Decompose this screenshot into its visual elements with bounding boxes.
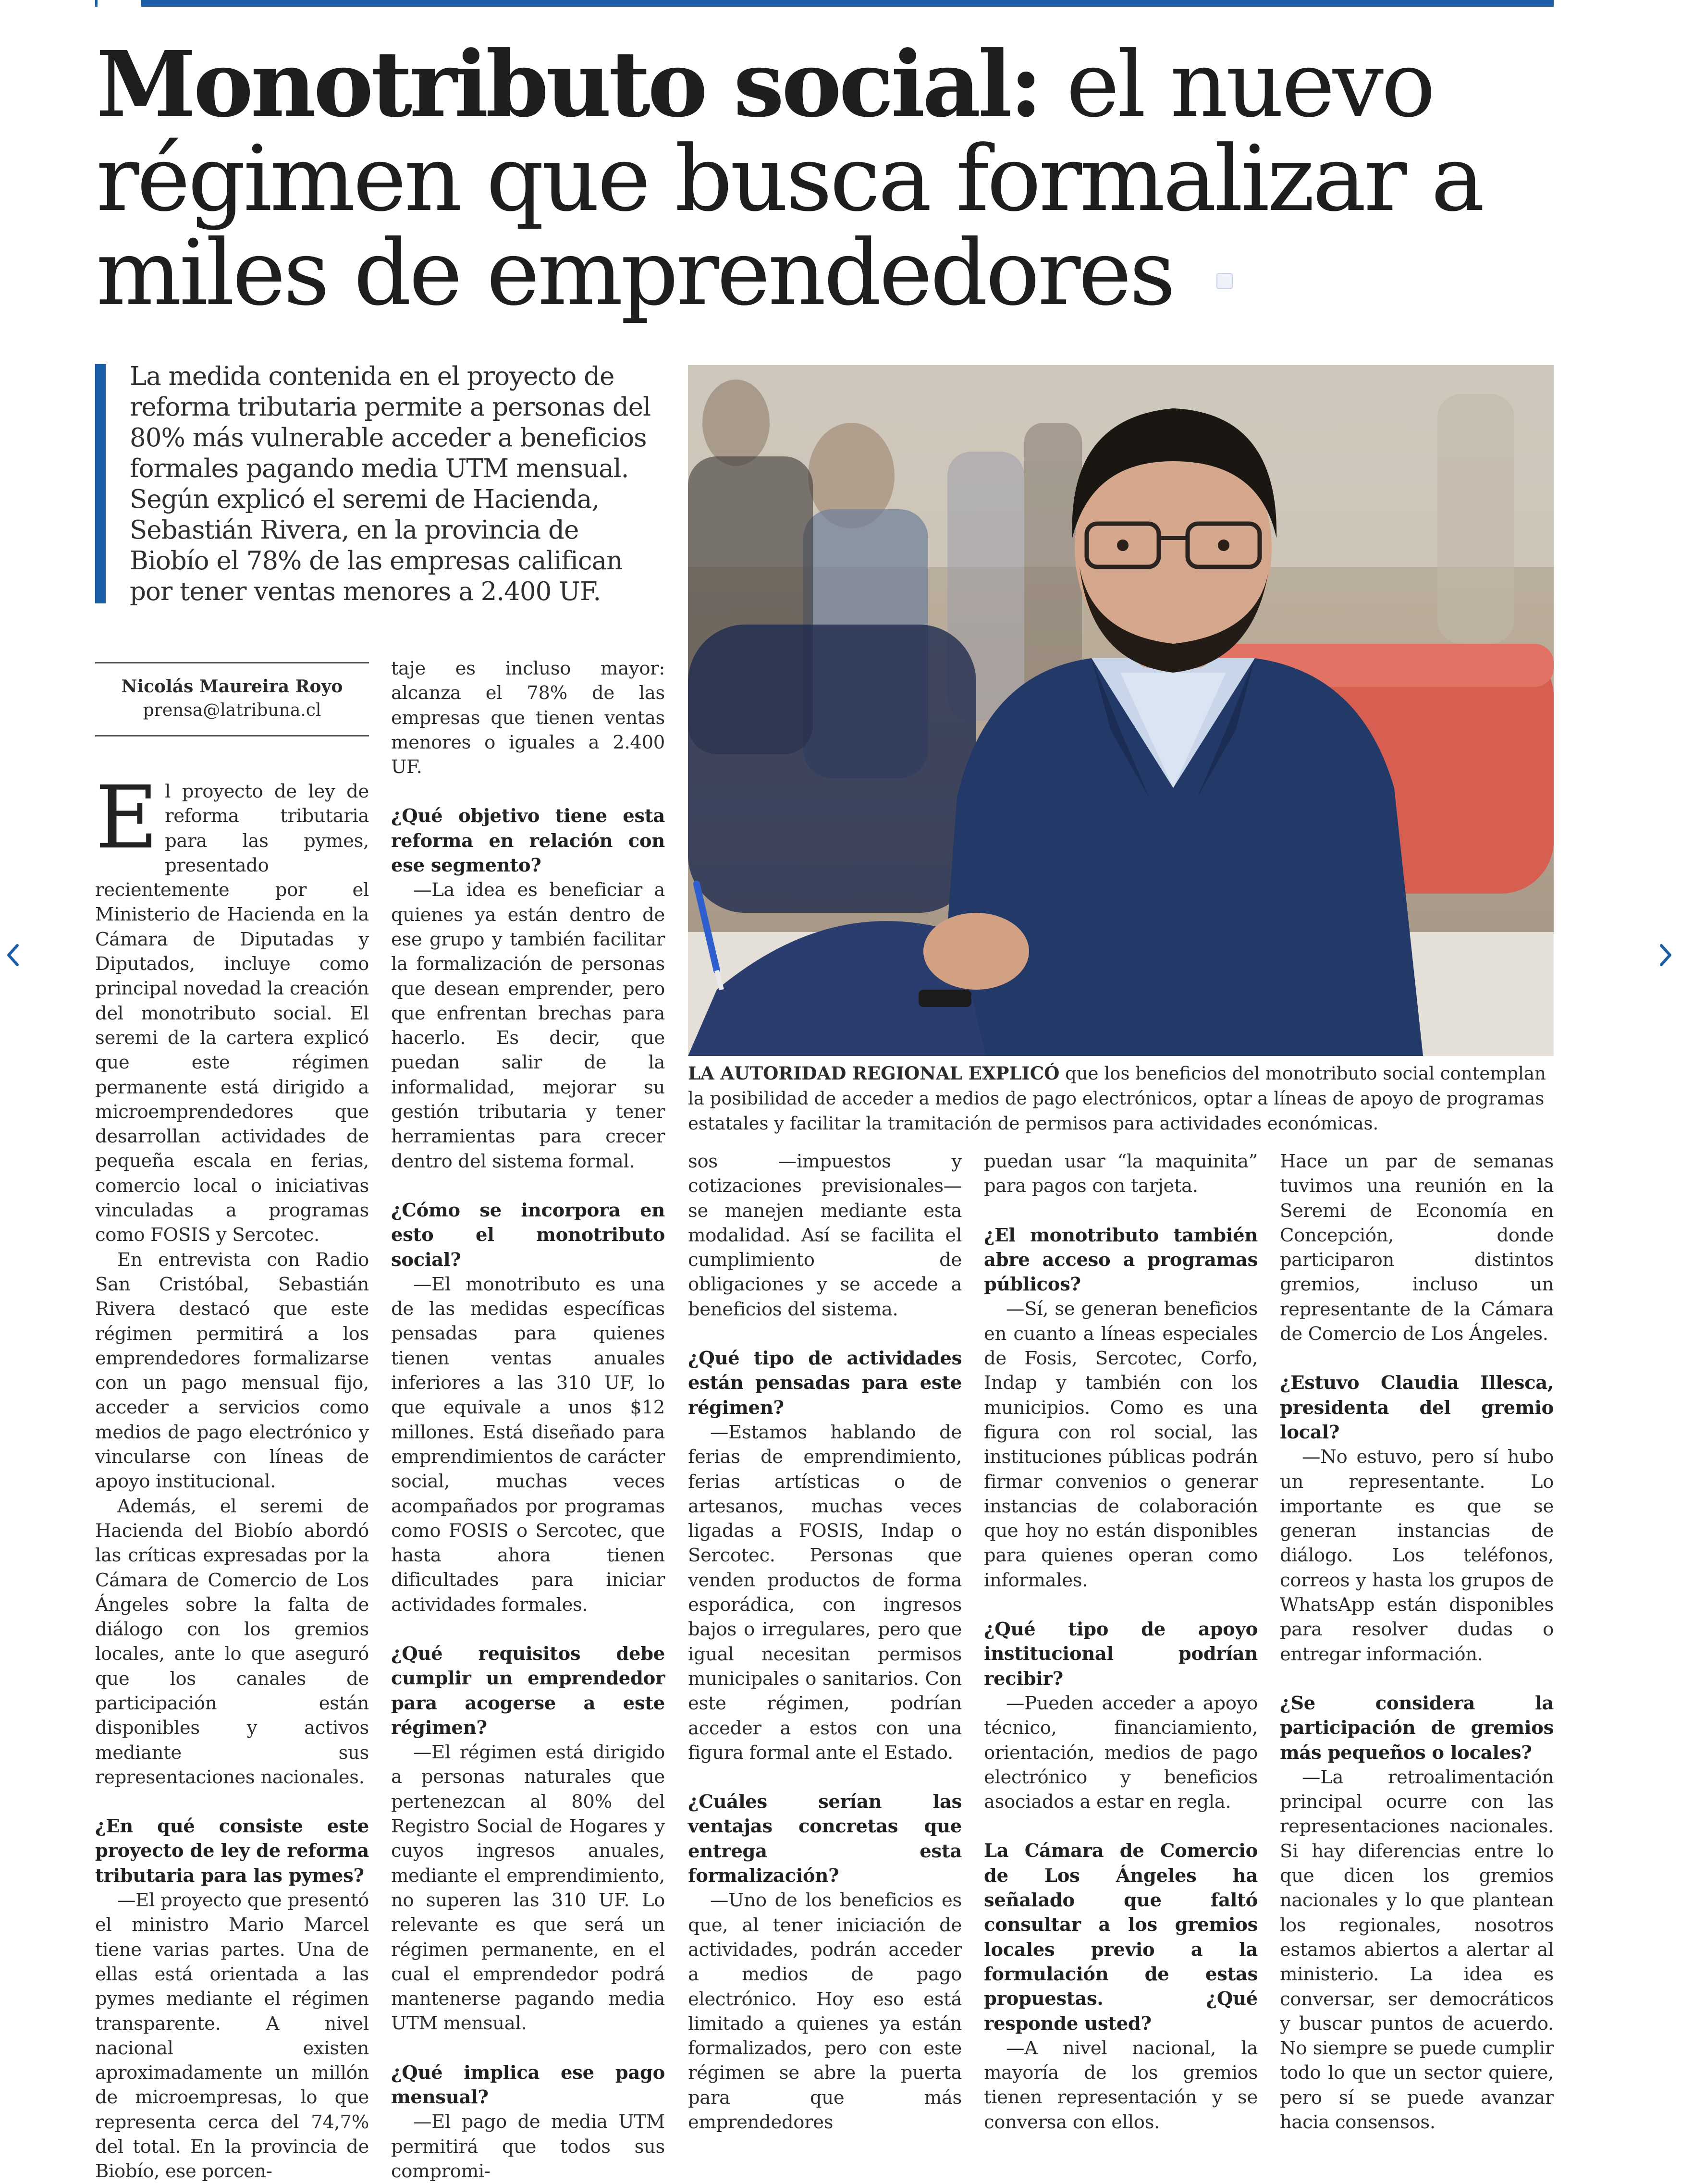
col2-answer-3: —El régimen está dirigido a personas naturales que pertenezcan al 80% del Registro Social de Hogares y cuyos ingresos anuales, mediante el emprendimiento, no superen las 310 UF. Lo relevante es que será un régimen permanente, en el cual el emprendedor podrá mantenerse pagando media UTM mensual. xyxy=(391,1742,665,2035)
col3-answer-2: —Uno de los beneficios es que, al tener iniciación de actividades, podrán acceder a medios de pago electrónico. Hoy eso está limitado a quienes ya están formalizados, pero con este régimen se abre la puerta para que más emprendedores xyxy=(688,1890,962,2133)
photo-portrait-illustration xyxy=(688,365,1554,1056)
drop-cap: E xyxy=(95,768,159,868)
byline xyxy=(95,675,369,723)
chevron-left-icon[interactable] xyxy=(4,941,23,969)
top-accent-bar xyxy=(141,0,1554,7)
col4-question-1: ¿El monotributo también abre acceso a programas públicos? xyxy=(984,1224,1258,1296)
col2-question-4: ¿Qué implica ese pago mensual? xyxy=(391,2061,665,2109)
col2-p0: taje es incluso mayor: alcanza el 78% de las empresas que tienen ventas menores o iguales a 2.400 UF. xyxy=(391,658,665,778)
col3-p0: sos —impuestos y cotizaciones previsionales— se manejen mediante esta modalidad. Así se facilita el cumplimiento de obligaciones y se accede a beneficios del sistema. xyxy=(688,1151,962,1320)
col2-answer-4: —El pago de media UTM permitirá que todos sus compromi- xyxy=(391,2111,665,2182)
headline-bold: Monotributo social: xyxy=(96,31,1040,137)
col3-answer-1: —Estamos hablando de ferias de emprendimiento, ferias artísticas o de artesanos, muchas veces ligadas a FOSIS, Indap o Sercotec. Personas que venden productos de forma esporádica, con ingresos bajos o irregulares, pero que igual necesitan permisos municipales o sanitarios. Con este régimen, podrían acceder a estos con una figura formal ante el Estado. xyxy=(688,1421,962,1764)
col1-p2: En entrevista con Radio San Cristóbal, Sebastián Rivera destacó que este régimen permitirá a los emprendedores formalizarse con un pago mensual fijo, acceder a servicios como medios de pago electrónico y vincularse con líneas de apoyo institucional. xyxy=(95,1249,369,1493)
col5-answer-1: —No estuvo, pero sí hubo un representante. Lo importante es que se generan instancias de diálogo. Los teléfonos, correos y hasta los grupos de WhatsApp están disponibles para resolver dudas o entregar información. xyxy=(1280,1446,1554,1665)
col3-question-1: ¿Qué tipo de actividades están pensadas para este régimen? xyxy=(688,1348,962,1419)
column-1 xyxy=(95,768,369,2184)
article-photo xyxy=(688,365,1554,1056)
col4-answer-1: —Sí, se generan beneficios en cuanto a líneas especiales de Fosis, Sercotec, Corfo, Indap y también con los municipios. Como es una figura con rol social, las instituciones públicas podrán firmar convenios o generar instancias de colaboración que hoy no están disponibles para quienes operan como informales. xyxy=(984,1298,1258,1591)
pin-icon[interactable] xyxy=(1216,273,1233,289)
column-5 xyxy=(1280,1149,1554,2135)
col4-p0: puedan usar “la maquinita” para pagos con tarjeta. xyxy=(984,1151,1258,1197)
lead-accent-bar xyxy=(95,364,106,603)
col2-question-1: ¿Qué objetivo tiene esta reforma en relación con ese segmento? xyxy=(391,805,665,877)
col2-question-2: ¿Cómo se incorpora en esto el monotributo social? xyxy=(391,1199,665,1271)
col2-answer-2: —El monotributo es una de las medidas específicas pensadas para quienes tienen ventas anuales inferiores a las 310 UF, lo que equivale a unos $12 millones. Está diseñado para emprendimientos de carácter social, muchas veces acompañados por programas como FOSIS o Sercotec, que hasta ahora tienen dificultades para iniciar actividades formales. xyxy=(391,1273,665,1616)
author-name: Nicolás Maureira Royo xyxy=(121,676,343,697)
col1-p1: l proyecto de ley de reforma tributaria para las pymes, presentado recientemente por el Ministerio de Hacienda en la Cámara de Diputadas y Diputados, incluye como principal novedad la creación del monotributo social. El seremi de la cartera explicó que este régimen permanente está dirigido a microemprendedores que desarrollan actividades de pequeña escala en ferias, comercio local o iniciativas vinculadas a programas como FOSIS y Sercotec. xyxy=(95,781,369,1246)
column-2 xyxy=(391,656,665,2184)
paragraph xyxy=(95,768,369,1248)
col1-question-1: ¿En qué consiste este proyecto de ley de reforma tributaria para las pymes? xyxy=(95,1816,369,1887)
col4-answer-3: —A nivel nacional, la mayoría de los gremios tienen representación y se conversa con ellos. xyxy=(984,2037,1258,2133)
photo-caption xyxy=(688,1061,1554,1136)
col5-answer-2: —La retroalimentación principal ocurre con las representaciones nacionales. Si hay diferencias entre lo que dicen los gremios nacionales y lo que plantean los regionales, nosotros estamos abiertos a alertar al ministerio. La idea es conversar, ser democráticos y buscar puntos de acuerdo. No siempre se puede cumplir todo lo que un sector quiere, pero sí se puede avanzar hacia consensos. xyxy=(1280,1766,1554,2133)
top-rule-mark xyxy=(95,0,98,7)
headline xyxy=(96,31,1561,326)
chevron-right-icon[interactable] xyxy=(1656,941,1675,969)
byline-rule-bottom xyxy=(95,735,369,736)
col5-p0: Hace un par de semanas tuvimos una reunión en la Seremi de Economía en Concepción, donde participaron distintos gremios, incluso un representante de la Cámara de Comercio de Los Ángeles. xyxy=(1280,1151,1554,1345)
col4-question-3: La Cámara de Comercio de Los Ángeles ha señalado que faltó consultar a los gremios locales previo a la formulación de estas propuestas. ¿Qué responde usted? xyxy=(984,1840,1258,2035)
col1-answer-1: —El proyecto que presentó el ministro Mario Marcel tiene varias partes. Una de ellas está orientada a las pymes mediante el régimen transparente. A nivel nacional existen aproximadamente un millón de microempresas, lo que representa cerca del 74,7% del total. En la provincia de Biobío, ese porcen- xyxy=(95,1890,369,2183)
caption-text: que los beneficios del monotributo social contemplan la posibilidad de acceder a medios de pago electrónicos, optar a líneas de apoyo de programas estatales y facilitar la tramitación de permisos para actividades económicas. xyxy=(688,1063,1546,1134)
col1-p3: Además, el seremi de Hacienda del Biobío abordó las críticas expresadas por la Cámara de Comercio de Los Ángeles sobre la falta de diálogo con los gremios locales, ante lo que aseguró que los canales de participación están disponibles y activos mediante sus representaciones nacionales. xyxy=(95,1495,369,1788)
col3-question-2: ¿Cuáles serían las ventajas concretas que entrega esta formalización? xyxy=(688,1791,962,1887)
column-3 xyxy=(688,1149,962,2135)
col5-question-2: ¿Se considera la participación de gremios más pequeños o locales? xyxy=(1280,1692,1554,1764)
byline-rule-top xyxy=(95,662,369,663)
lead-paragraph: La medida contenida en el proyecto de reforma tributaria permite a personas del 80% más vulnerable acceder a beneficios formales pagando media UTM mensual. Según explicó el seremi de Hacienda, Sebastián Rivera, en la provincia de Biobío el 78% de las empresas califican por tener ventas menores a 2.400 UF. xyxy=(130,362,651,606)
headline-rest: el nuevo régimen que busca formalizar a miles de emprendedores xyxy=(96,32,1483,326)
col2-question-3: ¿Qué requisitos debe cumplir un emprendedor para acogerse a este régimen? xyxy=(391,1643,665,1739)
col5-question-1: ¿Estuvo Claudia Illesca, presidenta del gremio local? xyxy=(1280,1372,1554,1443)
column-4 xyxy=(984,1149,1258,2135)
col4-answer-2: —Pueden acceder a apoyo técnico, financiamiento, orientación, medios de pago electrónico y beneficios asociados a estar en regla. xyxy=(984,1692,1258,1813)
col2-answer-1: —La idea es beneficiar a quienes ya están dentro de ese grupo y también facilitar la formalización de personas que desean emprender, pero que enfrentan brechas para hacerlo. Es decir, que puedan salir de la informalidad, mejorar su gestión tributaria y tener herramientas para crecer dentro del sistema formal. xyxy=(391,879,665,1172)
col4-question-2: ¿Qué tipo de apoyo institucional podrían recibir? xyxy=(984,1619,1258,1690)
author-email[interactable]: prensa@latribuna.cl xyxy=(143,700,321,720)
caption-lead: LA AUTORIDAD REGIONAL EXPLICÓ xyxy=(688,1063,1060,1084)
